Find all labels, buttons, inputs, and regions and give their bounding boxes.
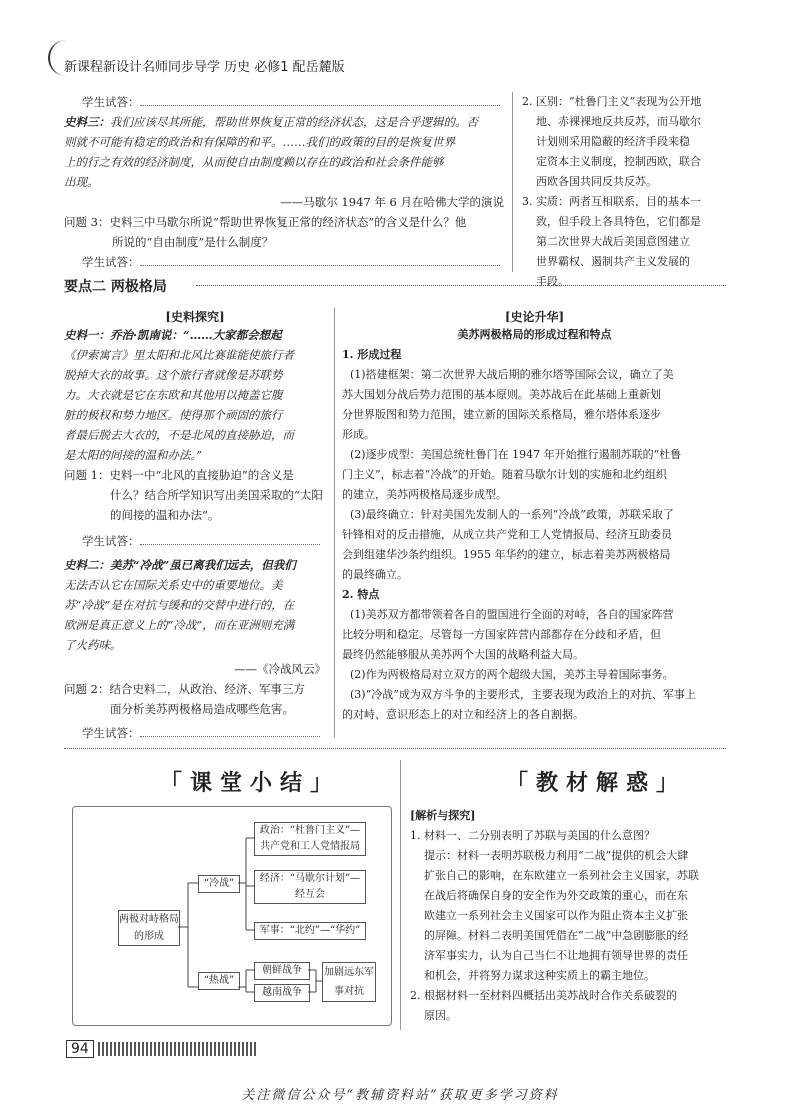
essence-line: 第二次世界大战后美国意图建立 bbox=[536, 235, 690, 248]
answer-line-3: 学生试答： bbox=[64, 531, 326, 551]
source3-line: 上的行之有效的经济制度，从而使自由制度赖以存在的政治和社会条件能够 bbox=[64, 155, 444, 169]
source2-line: 无法否认它在国际关系史中的重要地位。美 bbox=[64, 578, 283, 592]
hint-line: 和机会，并将努力谋求这种实质上的霸主地位。 bbox=[424, 969, 655, 982]
hint-line: 济军事实力，认为自己当仁不让地拥有领导世界的责任 bbox=[424, 949, 688, 962]
analysis-tag: [解析与探究] bbox=[410, 809, 476, 822]
column-divider bbox=[400, 760, 401, 1030]
source-study-tag: [史料探究] bbox=[165, 310, 225, 324]
source3-citation: ——马歇尔 1947 年 6 月在哈佛大学的演说 bbox=[280, 195, 504, 209]
section-rule bbox=[64, 748, 726, 749]
question3: 问题 3：史料三中马歇尔所说“帮助世界恢复正常的经济状态”的含义是什么？他 bbox=[64, 215, 467, 229]
formation-line: 形成。 bbox=[342, 428, 375, 441]
page-number: 94 bbox=[66, 1040, 94, 1058]
textbook-question2: 原因。 bbox=[424, 1009, 457, 1022]
features-heading: 2. 特点 bbox=[342, 588, 380, 601]
essence-line: 致，但手段上各具特色，它们都是 bbox=[536, 215, 701, 228]
question1: 什么？结合所学知识写出美国采取的“太阳 bbox=[110, 488, 323, 502]
korea-node: 朝鲜战争 bbox=[254, 962, 310, 980]
theory-tag: [史论升华] bbox=[504, 310, 565, 324]
formation-line: (2)逐步成型：美国总统杜鲁门在 1947 年开始推行遏制苏联的“杜鲁 bbox=[350, 448, 682, 461]
source2-citation: ——《冷战风云》 bbox=[234, 662, 326, 676]
textbook-title: 「教材解惑」 bbox=[506, 770, 687, 796]
formation-heading: 1. 形成过程 bbox=[342, 348, 402, 361]
source3: 史料三：我们应该尽其所能，帮助世界恢复正常的经济状态，这是合乎逻辑的。否 bbox=[64, 115, 478, 129]
features-line: 的对峙、意识形态上的对立和经济上的各自割据。 bbox=[342, 708, 584, 721]
column-divider bbox=[334, 308, 335, 738]
essence-line: 手段。 bbox=[536, 275, 569, 288]
formation-line: 会到组建华沙条约组织。1955 年华约的建立，标志着美苏两极格局 bbox=[342, 548, 671, 561]
source3-line: 出现。 bbox=[64, 175, 99, 189]
source2-line: 史料二：美苏“冷战”虽已离我们远去，但我们 bbox=[64, 558, 296, 572]
root-node: 两极对峙格局的形成 bbox=[118, 910, 180, 946]
formation-line: 的最终确立。 bbox=[342, 568, 408, 581]
source1-line: 史料一：乔治·凯南说：“……大家都会想起 bbox=[64, 328, 282, 342]
cold-war-node: “冷战” bbox=[198, 875, 240, 893]
source1-line: 脱掉大衣的故事。这个旅行者就像是苏联势 bbox=[64, 368, 283, 382]
source1-line: 《伊索寓言》里太阳和北风比赛谁能使旅行者 bbox=[64, 348, 294, 362]
essence-line: 世界霸权、遏制共产主义发展的 bbox=[536, 255, 690, 268]
features-line: (3)“冷战”成为双方斗争的主要形式，主要表现为政治上的对抗、军事上 bbox=[350, 688, 696, 701]
hint-line: 扩张自己的影响，在东欧建立一系列社会主义国家，苏联 bbox=[424, 869, 699, 882]
question3: 所说的“自由制度”是什么制度？ bbox=[112, 235, 274, 249]
right-column bbox=[342, 308, 727, 725]
source1-line: 是太阳的间接的温和办法。” bbox=[64, 448, 203, 462]
distinction-line: 地、赤裸裸地反共反苏，而马歇尔 bbox=[536, 115, 701, 128]
features-line: (2)作为两极格局对立双方的两个超级大国，美苏主导着国际事务。 bbox=[350, 668, 674, 681]
formation-line: (1)搭建框架：第二次世界大战后期的雅尔塔等国际会议，确立了美 bbox=[350, 368, 674, 381]
section-title: 要点二 两极格局 bbox=[64, 279, 167, 295]
textbook-question1: 1. 材料一、二分别表明了苏联与美国的什么意图？ bbox=[410, 829, 655, 842]
distinction-line: 西欧各国共同反共反苏。 bbox=[536, 175, 657, 188]
economy-node: 经济：“马歇尔计划”—经互会 bbox=[254, 870, 366, 904]
source3-line: 则就不可能有稳定的政治和有保障的和平。……我们的政策的目的是恢复世界 bbox=[64, 135, 455, 149]
military-node: 军事：“北约”—“华约” bbox=[254, 922, 366, 940]
formation-line: 苏大国划分战后势力范围的基本原则。美苏战后在此基础上重新划 bbox=[342, 388, 661, 401]
question1: 问题 1：史料一中“北风的直接胁迫”的含义是 bbox=[64, 468, 294, 482]
features-line: 最终仍然能够服从美苏两个大国的战略利益大局。 bbox=[342, 648, 584, 661]
page-header: 新课程新设计名师同步导学 历史 必修1 配岳麓版 bbox=[64, 60, 345, 75]
question2: 问题 2：结合史料二，从政治、经济、军事三方 bbox=[64, 682, 305, 696]
distinction-line: 2. 区别：“杜鲁门主义”表现为公开地 bbox=[522, 95, 702, 108]
distinction-line: 定资本主义制度，控制西欧，联合 bbox=[536, 155, 701, 168]
formation-line: (3)最终确立：针对美国先发制人的一系列“冷战”政策，苏联采取了 bbox=[350, 508, 674, 521]
essence-line: 3. 实质：两者互相联系，目的基本一 bbox=[522, 195, 701, 208]
hot-war-node: “热战” bbox=[198, 972, 240, 990]
section-rule bbox=[196, 285, 726, 286]
question1: 的间接的温和办法”。 bbox=[110, 508, 220, 522]
summary-title: 「课堂小结」 bbox=[160, 770, 341, 796]
source2-line: 苏“冷战”是在对抗与缓和的交替中进行的，在 bbox=[64, 598, 295, 612]
vietnam-node: 越南战争 bbox=[254, 984, 310, 1002]
answer-line-1: 学生试答： bbox=[64, 92, 504, 112]
formation-line: 门主义”，标志着“冷战”的开始。随着马歇尔计划的实施和北约组织 bbox=[342, 468, 667, 481]
formation-line: 针锋相对的反击措施，从成立共产党和工人党情报局、经济互助委员 bbox=[342, 528, 672, 541]
hint-line: 在战后将确保自身的安全作为外交政策的重心，而在东 bbox=[424, 889, 688, 902]
question2: 面分析美苏两极格局造成哪些危害。 bbox=[110, 702, 294, 716]
effect-node: 加剧远东军事对抗 bbox=[322, 962, 376, 1002]
politics-node: 政治：“杜鲁门主义”—共产党和工人党情报局 bbox=[254, 822, 366, 856]
features-line: 比较分明和稳定。尽管每一方国家阵营内部都存在分歧和矛盾，但 bbox=[342, 628, 661, 641]
features-line: (1)美苏双方都带领着各自的盟国进行全面的对峙，各自的国家阵营 bbox=[350, 608, 674, 621]
summary-connectors bbox=[72, 806, 390, 1024]
source1-line: 者最后脱去大衣的，不是北风的直接胁迫，而 bbox=[64, 428, 294, 442]
formation-line: 的建立，美苏两极格局逐步成型。 bbox=[342, 488, 507, 501]
top-right-block bbox=[522, 92, 722, 292]
page-stripe bbox=[98, 1042, 258, 1056]
footer-note: 关注微信公众号“教辅资料站”获取更多学习资料 bbox=[241, 1088, 559, 1103]
theory-subtitle: 美苏两极格局的形成过程和特点 bbox=[457, 328, 612, 341]
hint-line: 的屏障。材料二表明美国凭借在“二战”中急剧膨胀的经 bbox=[424, 929, 689, 942]
hint-line: 提示：材料一表明苏联极力利用“二战”提供的机会大肆 bbox=[424, 849, 689, 862]
textbook-block bbox=[410, 806, 728, 1026]
distinction-line: 计划则采用隐蔽的经济手段来稳 bbox=[536, 135, 690, 148]
answer-line-2: 学生试答： bbox=[64, 252, 504, 272]
answer-line-4: 学生试答： bbox=[64, 723, 326, 743]
top-left-block bbox=[64, 92, 504, 272]
formation-line: 分世界版图和势力范围，建立新的国际关系格局，雅尔塔体系逐步 bbox=[342, 408, 661, 421]
source1-line: 脏的极权和势力地区。使得那个顽固的旅行 bbox=[64, 408, 283, 422]
source2-line: 欧洲是真正意义上的“冷战”，而在亚洲则充满 bbox=[64, 618, 295, 632]
source1-line: 力。大衣就是它在东欧和其他用以掩盖它腹 bbox=[64, 388, 283, 402]
source2-line: 了火药味。 bbox=[64, 638, 122, 652]
hint-line: 欧建立一系列社会主义国家可以作为阻止资本主义扩张 bbox=[424, 909, 688, 922]
column-divider bbox=[512, 92, 513, 272]
textbook-question2: 2. 根据材料一至材料四概括出美苏战时合作关系破裂的 bbox=[410, 989, 677, 1002]
left-column bbox=[64, 308, 326, 743]
